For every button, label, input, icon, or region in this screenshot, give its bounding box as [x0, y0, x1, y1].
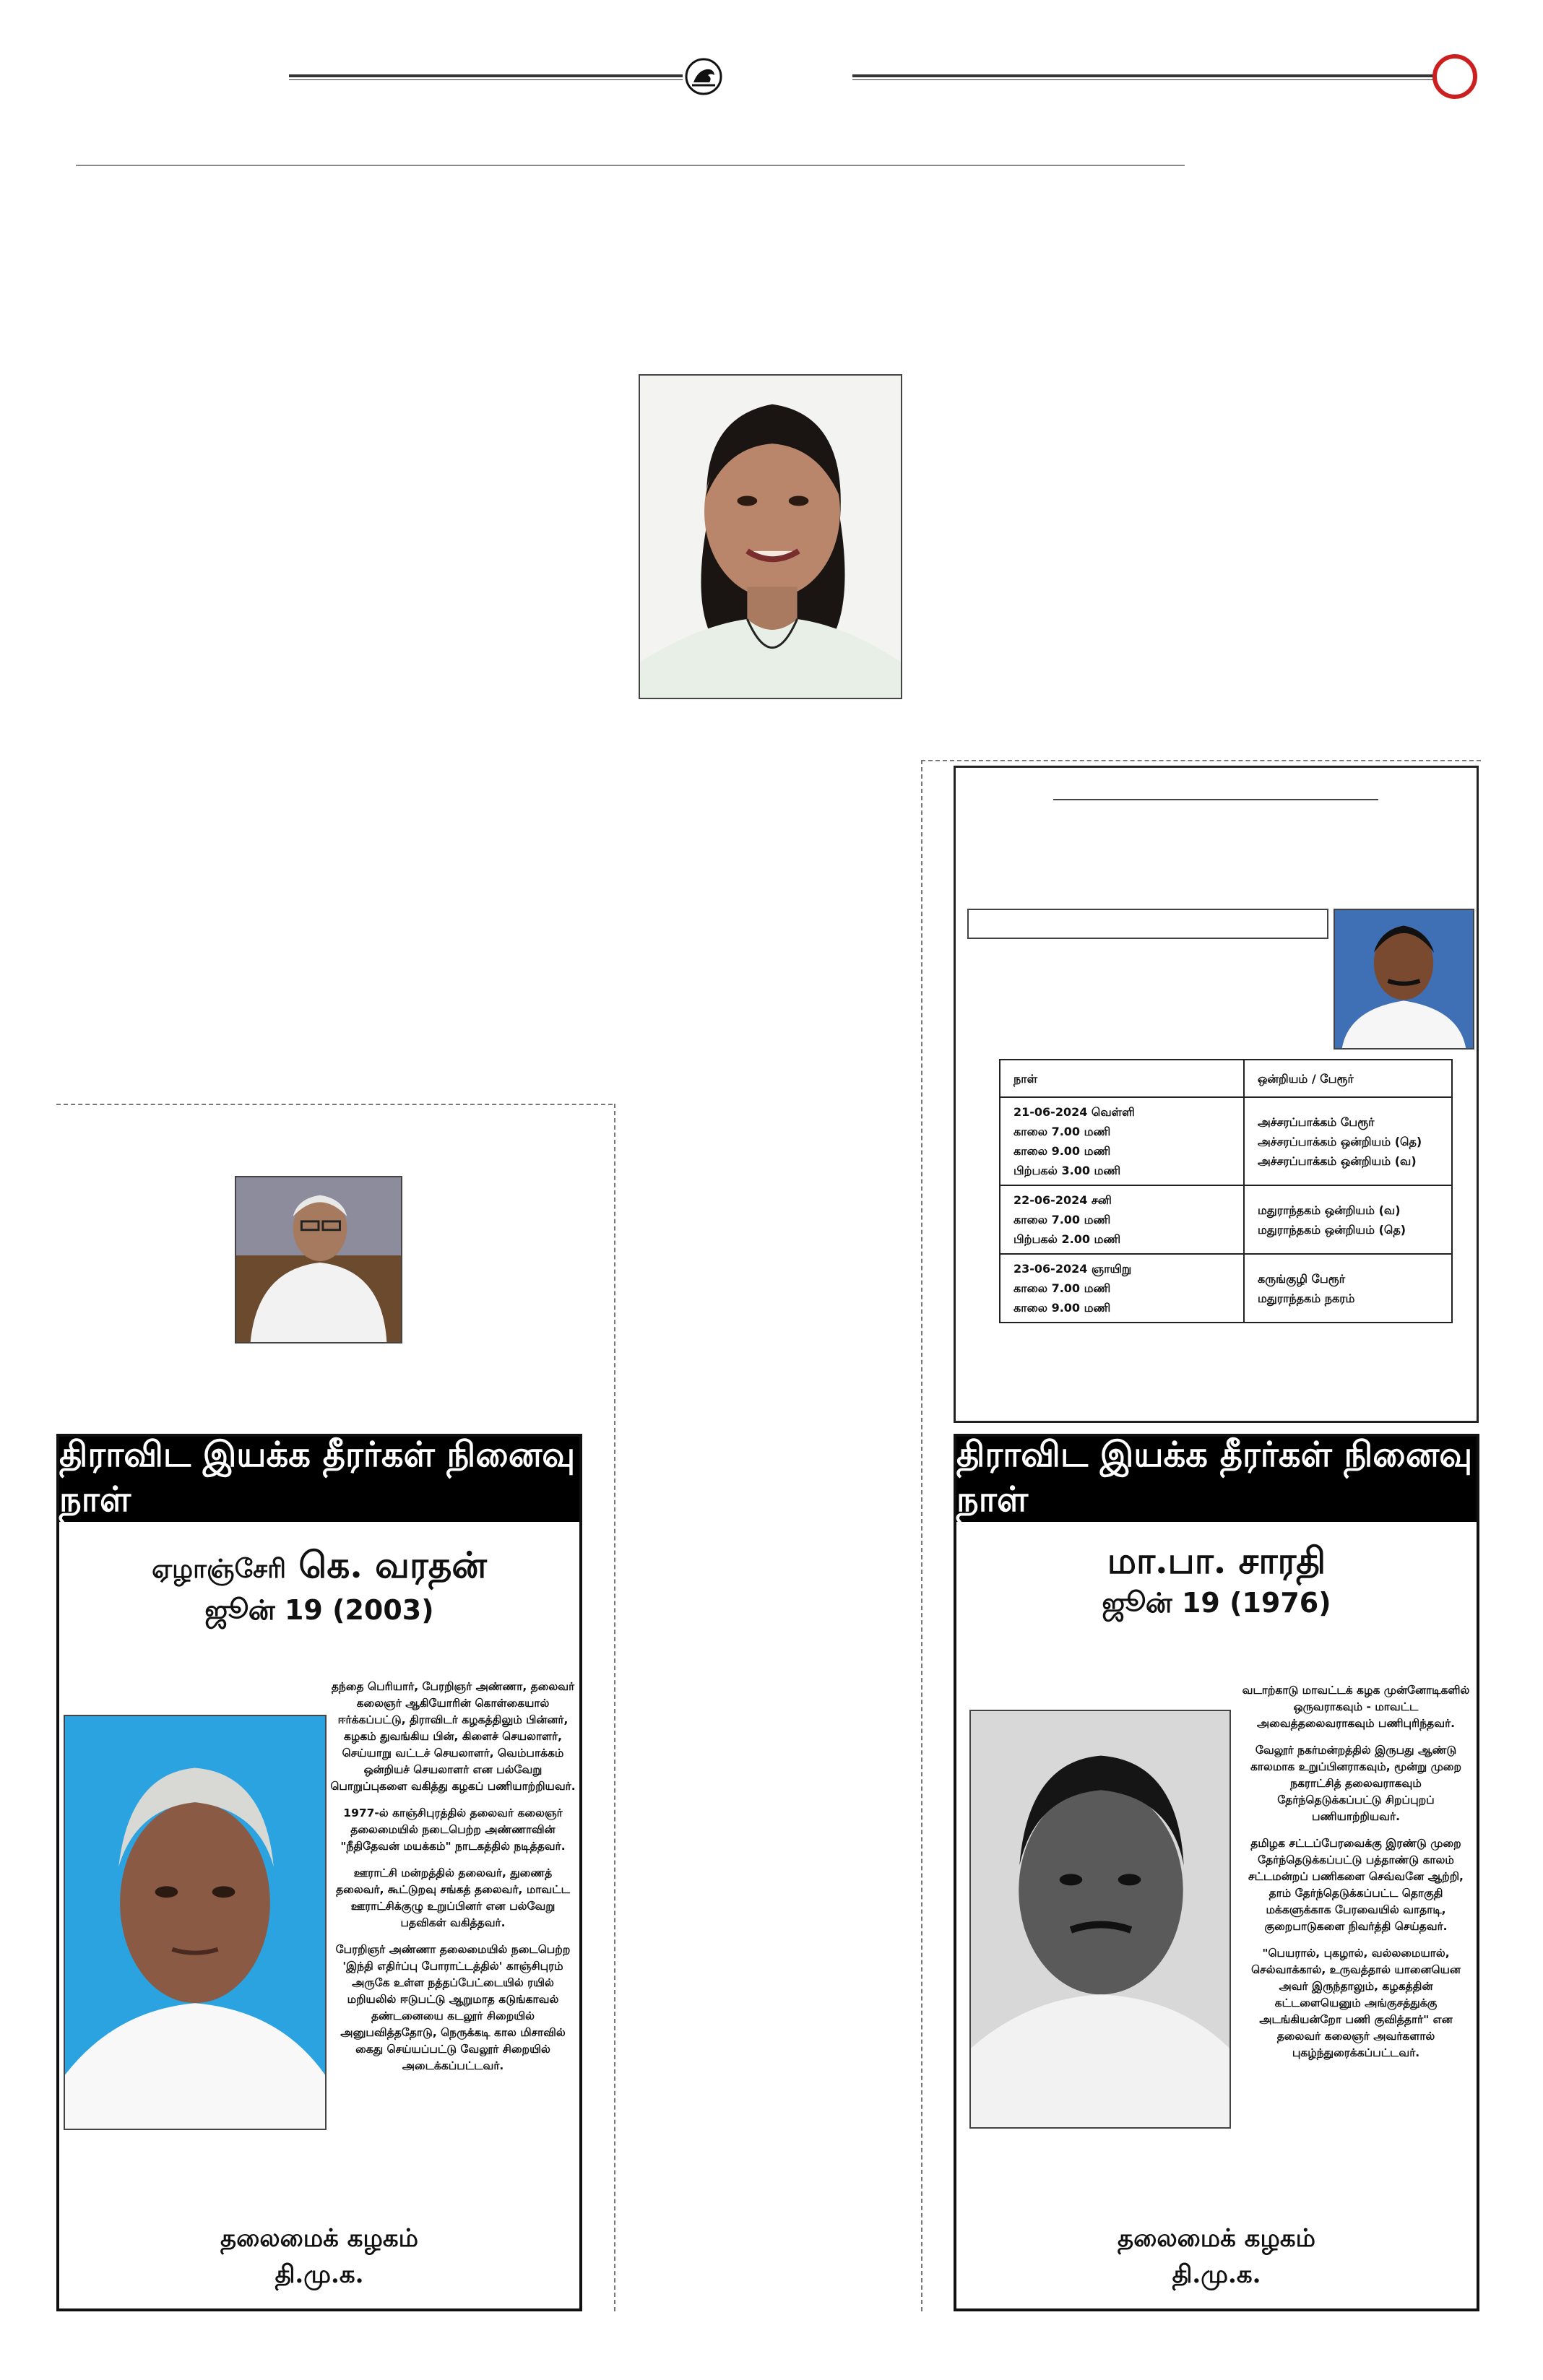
memorial-heading: திராவிட இயக்க தீரர்கள் நினைவு நாள் — [59, 1437, 579, 1522]
schedule-caption-frame — [967, 909, 1328, 939]
schedule-date-cell — [1000, 1185, 1244, 1254]
schedule-date-cell — [1000, 1097, 1244, 1185]
memorial-biography — [1237, 1682, 1475, 2072]
memorial-footer-line: தி.மு.க. — [275, 2260, 364, 2289]
memorial-photo-right — [969, 1710, 1231, 2129]
schedule-row — [1000, 1254, 1452, 1323]
memorial-name-prefix: ஏழாஞ்சேரி — [152, 1554, 286, 1584]
schedule-date-line: காலை 9.00 மணி — [1013, 1301, 1111, 1315]
memorial-heading: திராவிட இயக்க தீரர்கள் நினைவு நாள் — [956, 1437, 1477, 1522]
schedule-date-line: 23-06-2024 ஞாயிறு — [1013, 1262, 1132, 1276]
memorial-paragraph: "பெயரால், புகழால், வல்லமையால், செல்வாக்கால், உருவத்தால் யானையென அவர் இருந்தாலும், கழகத்தின் கட்டளையெனும் அங்குசத்துக்கு அடங்கியன்றோ பணி குவித்தார்" என தலைவர் கலைஞர் அவர்களால் புகழ்ந்துரைக்கப்பட்டவர். — [1251, 1947, 1461, 2059]
memorial-footer-line: தி.மு.க. — [1172, 2260, 1261, 2289]
portrait-photo-man-schedule — [1334, 909, 1474, 1050]
frame-top-left — [56, 1104, 613, 1105]
schedule-title-rule — [1053, 799, 1378, 800]
red-circle-icon — [1432, 53, 1478, 100]
masthead-rule-left — [289, 74, 683, 77]
schedule-place-line: அச்சரப்பாக்கம் ஒன்றியம் (தெ) — [1258, 1135, 1422, 1148]
memorial-footer-line: தலைமைக் கழகம் — [1118, 2224, 1315, 2253]
schedule-date-line: 21-06-2024 வெள்ளி — [1013, 1105, 1135, 1119]
schedule-place-cell — [1244, 1185, 1452, 1254]
schedule-table — [999, 1059, 1453, 1323]
memorial-paragraph: ஊராட்சி மன்றத்தில் தலைவர், துணைத் தலைவர், கூட்டுறவு சங்கத் தலைவர், மாவட்ட ஊராட்சிக்குழு உறுப்பினர் என பல்வேறு பதவிகள் வகித்தவர். — [336, 1866, 570, 1929]
schedule-row — [1000, 1185, 1452, 1254]
memorial-paragraph: வேலூர் நகர்மன்றத்தில் இருபது ஆண்டு காலமாக உறுப்பினராகவும், மூன்று முறை நகராட்சித் தலைவராகவும் தேர்ந்தெடுக்கப்பட்டு சிறப்புறப் பணியாற்றியவர். — [1250, 1744, 1462, 1823]
schedule-date-line: பிற்பகல் 2.00 மணி — [1013, 1232, 1121, 1246]
section-divider — [76, 165, 1185, 166]
memorial-name — [59, 1544, 579, 1591]
masthead-rule-left-thin — [289, 79, 683, 80]
schedule-header-place: ஒன்றியம் / பேரூர் — [1244, 1060, 1452, 1097]
portrait-photo-elderly-man — [235, 1176, 402, 1343]
frame-left-right — [921, 760, 922, 2311]
schedule-place-line: கருங்குழி பேரூர் — [1258, 1272, 1346, 1286]
memorial-name: மா.பா. சாரதி — [1107, 1539, 1326, 1582]
memorial-notice-left — [56, 1434, 582, 2311]
schedule-place-line: மதுராந்தகம் ஒன்றியம் (வ) — [1258, 1203, 1401, 1217]
schedule-place-line: மதுராந்தகம் ஒன்றியம் (தெ) — [1258, 1223, 1406, 1237]
frame-top-right — [921, 760, 1481, 761]
frame-right-left — [614, 1104, 615, 2311]
schedule-place-line: அச்சரப்பாக்கம் ஒன்றியம் (வ) — [1258, 1154, 1417, 1168]
schedule-date-line: 22-06-2024 சனி — [1013, 1193, 1112, 1207]
schedule-header-row — [1000, 1060, 1452, 1097]
schedule-place-line: மதுராந்தகம் நகரம் — [1258, 1291, 1355, 1305]
memorial-paragraph: பேரறிஞர் அண்ணா தலைமையில் நடைபெற்ற 'இந்தி எதிர்ப்பு போராட்டத்தில்' காஞ்சிபுரம் அருகே உள்ள நத்தப்பேட்டையில் ரயில் மறியலில் ஈடுபட்டு ஆறுமாத கடுங்காவல் தண்டனையை கடலூர் சிறையில் அனுபவித்ததோடு, நெருக்கடி கால மிசாவில் கைது செய்யப்பட்டு வேலூர் சிறையில் அடைக்கப்பட்டவர். — [335, 1943, 571, 2072]
schedule-header-date: நாள் — [1000, 1060, 1244, 1097]
memorial-date: ஜூன் 19 (1976) — [1102, 1587, 1331, 1619]
masthead-rule-right — [852, 74, 1438, 77]
schedule-place-cell — [1244, 1254, 1452, 1323]
schedule-row — [1000, 1097, 1452, 1185]
memorial-footer — [956, 2220, 1477, 2293]
schedule-date-line: காலை 9.00 மணி — [1013, 1144, 1111, 1158]
schedule-place-line: அச்சரப்பாக்கம் பேரூர் — [1258, 1115, 1375, 1129]
rising-sun-emblem-icon — [685, 58, 722, 95]
schedule-date-line: காலை 7.00 மணி — [1013, 1213, 1111, 1226]
memorial-footer-line: தலைமைக் கழகம் — [220, 2224, 418, 2253]
masthead-rule-right-thin — [852, 79, 1438, 80]
memorial-photo-left — [64, 1715, 327, 2130]
memorial-footer — [59, 2220, 579, 2293]
schedule-place-cell — [1244, 1097, 1452, 1185]
memorial-name-main: கெ. வரதன் — [298, 1544, 487, 1586]
memorial-notice-right — [954, 1434, 1479, 2311]
memorial-paragraph: 1977-ல் காஞ்சிபுரத்தில் தலைவர் கலைஞர் தலைமையில் நடைபெற்ற அண்ணாவின் "நீதிதேவன் மயக்கம்" நாடகத்தில் நடித்தவர். — [340, 1806, 566, 1853]
portrait-photo-woman — [639, 374, 902, 699]
memorial-biography — [330, 1679, 576, 2085]
schedule-date-line: காலை 7.00 மணி — [1013, 1125, 1111, 1138]
schedule-date-line: பிற்பகல் 3.00 மணி — [1013, 1164, 1121, 1177]
schedule-date-line: காலை 7.00 மணி — [1013, 1281, 1111, 1295]
memorial-paragraph: வடாற்காடு மாவட்டக் கழக முன்னோடிகளில் ஒருவராகவும் - மாவட்ட அவைத்தலைவராகவும் பணிபுரிந்தவர். — [1242, 1684, 1470, 1730]
schedule-box — [954, 766, 1479, 1423]
memorial-paragraph: தமிழக சட்டப்பேரவைக்கு இரண்டு முறை தேர்ந்தெடுக்கப்பட்டு பத்தாண்டு காலம் சட்டமன்றப் பணிகளை செவ்வனே ஆற்றி, தாம் தேர்ந்தெடுக்கப்பட்ட தொகுதி மக்களுக்காக பேரவையில் வாதாடி, குறைபாடுகளை நிவர்த்தி செய்தவர். — [1248, 1837, 1464, 1933]
memorial-date: ஜூன் 19 (2003) — [204, 1594, 434, 1626]
memorial-paragraph: தந்தை பெரியார், பேரறிஞர் அண்ணா, தலைவர் கலைஞர் ஆகியோரின் கொள்கையால் ஈர்க்கப்பட்டு, திராவிடர் கழகத்திலும் பின்னர், கழகம் துவங்கிய பின், கிளைச் செயலாளர், செய்யாறு வட்டச் செயலாளர், வெம்பாக்கம் ஒன்றியச் செயலாளர் என பல்வேறு பொறுப்புகளை வகித்து கழகப் பணியாற்றியவர். — [330, 1680, 576, 1793]
schedule-date-cell — [1000, 1254, 1244, 1323]
